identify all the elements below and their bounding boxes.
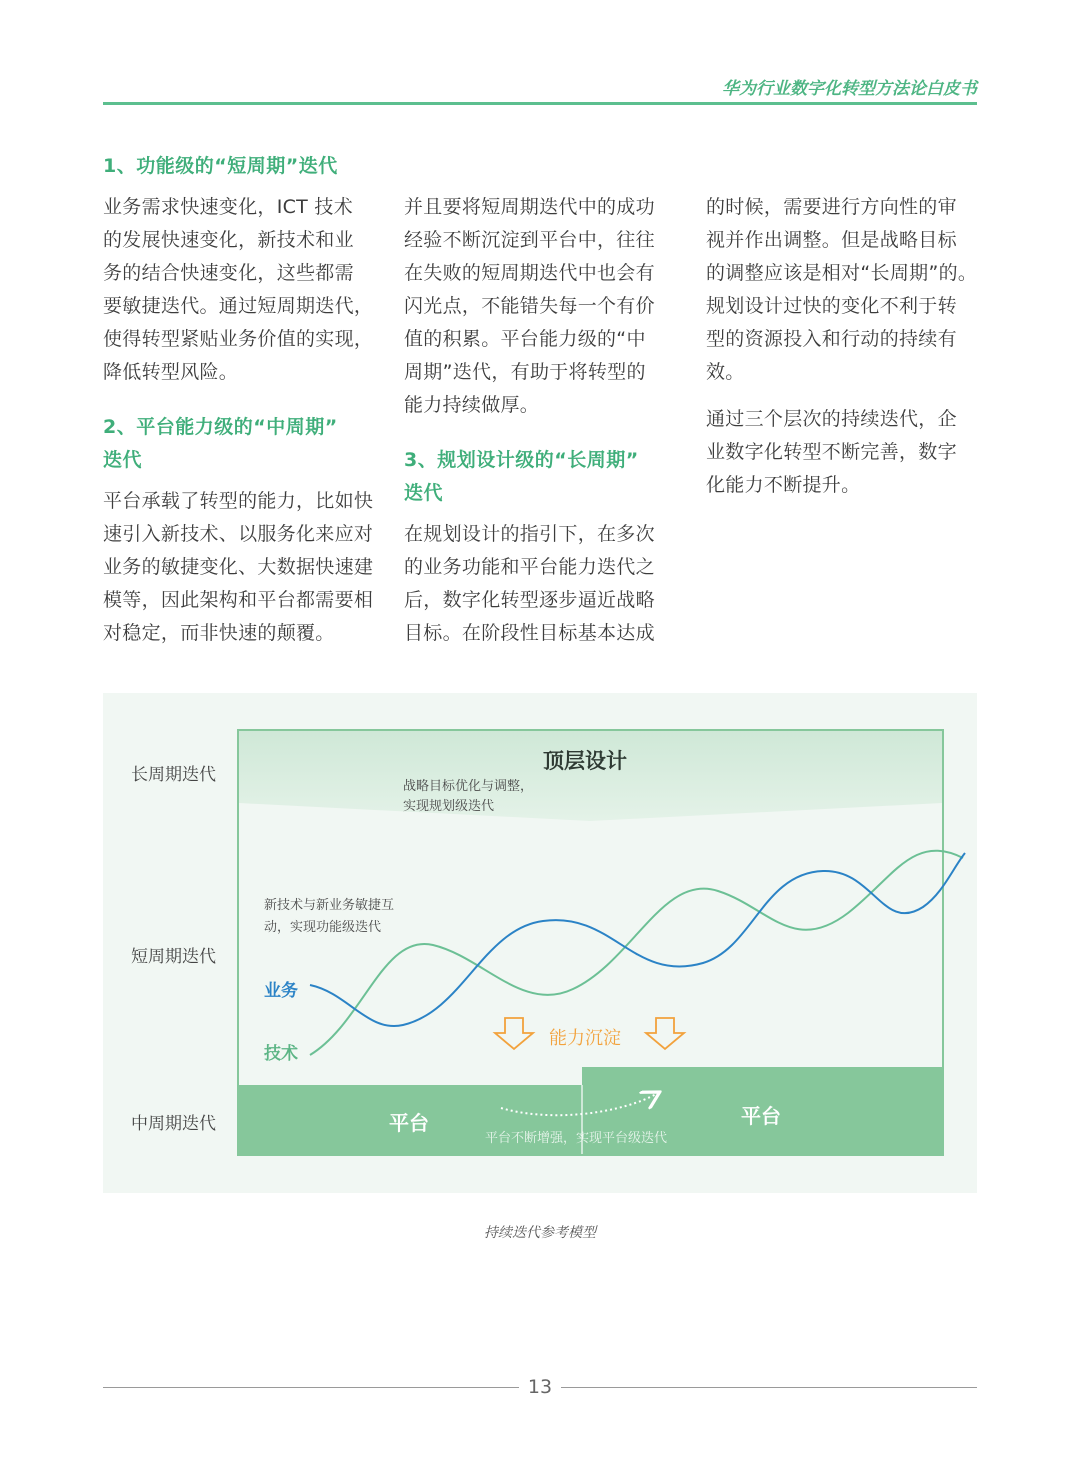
text-line: 的时候，需要进行方向性的审 [706, 196, 957, 218]
text-line: 业务需求快速变化，ICT 技术 [103, 196, 354, 218]
text-line: 在失败的短周期迭代中也会有 [404, 262, 655, 284]
text-line: 要敏捷迭代。通过短周期迭代， [103, 295, 374, 317]
section-2-paragraph [103, 485, 379, 650]
text-line: 经验不断沉淀到平台中，往往 [404, 229, 655, 251]
agile-interaction-note: 新技术与新业务敏捷互 动，实现功能级迭代 [264, 898, 395, 935]
top-design-title: 顶层设计 [543, 749, 627, 773]
text-line: 视并作出调整。但是战略目标 [706, 229, 957, 251]
text-line: 周期”迭代，有助于将转型的 [404, 361, 646, 383]
label-long-cycle: 长周期迭代 [131, 765, 216, 785]
column-3-paragraph [706, 191, 982, 389]
text-line: 模等，因此架构和平台都需要相 [103, 589, 374, 611]
text-line: 降低转型风险。 [103, 361, 239, 383]
text-line: 在规划设计的指引下，在多次 [404, 523, 655, 545]
top-design-subtitle: 战略目标优化与调整， 实现规划级迭代 [403, 779, 534, 814]
text-line: 业数字化转型不断完善，数字 [706, 441, 957, 463]
text-line: 值的积累。平台能力级的“中 [404, 328, 646, 350]
text-line: 能力持续做厚。 [404, 394, 540, 416]
text-line: 平台承载了转型的能力，比如快 [103, 490, 374, 512]
platform-label-right: 平台 [741, 1104, 781, 1128]
text-line: 效。 [706, 361, 745, 383]
header-divider [103, 102, 977, 105]
text-line: 务的结合快速变化，这些都需 [103, 262, 354, 284]
section-1-paragraph [103, 191, 379, 389]
diagram-svg [103, 693, 977, 1193]
text-line: 的业务功能和平台能力迭代之 [404, 556, 655, 578]
iteration-model-figure [103, 693, 977, 1193]
header-title: 华为行业数字化转型方法论白皮书 [722, 79, 977, 99]
column-3 [706, 191, 982, 502]
platform-note: 平台不断增强，实现平台级迭代 [485, 1131, 668, 1146]
text-line: 目标。在阶段性目标基本达成 [404, 622, 655, 644]
text-line: 的调整应该是相对“长周期”的。 [706, 262, 978, 284]
text-line: 并且要将短周期迭代中的成功 [404, 196, 655, 218]
text-line: 速引入新技术、以服务化来应对 [103, 523, 374, 545]
text-line: 闪光点，不能错失每一个有价 [404, 295, 655, 317]
figure-caption: 持续迭代参考模型 [484, 1225, 596, 1241]
label-mid-cycle: 中周期迭代 [131, 1114, 216, 1134]
section-3-paragraph [404, 518, 680, 650]
tech-label: 技术 [264, 1044, 298, 1064]
section-2-heading: 2、平台能力级的“中周期” 迭代 [103, 416, 338, 471]
column-1 [103, 150, 379, 650]
column-3-paragraph-2 [706, 403, 982, 502]
column-2 [404, 191, 680, 650]
text-line: 型的资源投入和行动的持续有 [706, 328, 957, 350]
platform-label-left: 平台 [389, 1111, 429, 1135]
page-number: 13 [527, 1376, 553, 1398]
text-line: 化能力不断提升。 [706, 474, 861, 496]
text-line: 使得转型紧贴业务价值的实现， [103, 328, 374, 350]
column-2-paragraph [404, 191, 680, 422]
text-line: 对稳定，而非快速的颠覆。 [103, 622, 335, 644]
text-line: 的发展快速变化，新技术和业 [103, 229, 354, 251]
section-3-heading: 3、规划设计级的“长周期” 迭代 [404, 449, 639, 504]
text-line: 后，数字化转型逐步逼近战略 [404, 589, 655, 611]
text-line: 通过三个层次的持续迭代，企 [706, 408, 957, 430]
capability-label: 能力沉淀 [549, 1028, 621, 1049]
label-short-cycle: 短周期迭代 [131, 947, 216, 967]
text-line: 业务的敏捷变化、大数据快速建 [103, 556, 374, 578]
text-line: 规划设计过快的变化不利于转 [706, 295, 957, 317]
section-1-heading: 1、功能级的“短周期”迭代 [103, 155, 338, 177]
business-label: 业务 [264, 981, 298, 1001]
